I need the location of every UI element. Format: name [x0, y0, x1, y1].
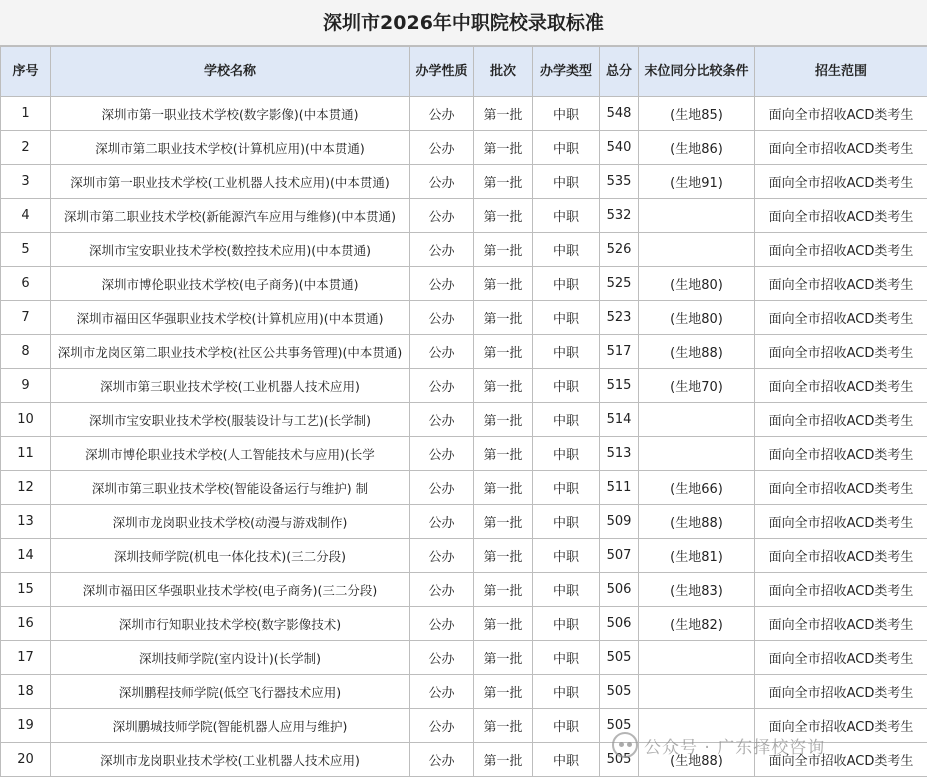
cell-batch: 第一批 — [474, 607, 533, 641]
cell-batch: 第一批 — [474, 641, 533, 675]
cell-enrollment-scope: 面向全市招收ACD类考生 — [755, 437, 927, 471]
table-body — [1, 97, 927, 777]
cell-ownership: 公办 — [410, 437, 474, 471]
cell-total-score: 511 — [600, 471, 639, 505]
cell-school-name: 深圳市龙岗职业技术学校(工业机器人技术应用) — [51, 743, 410, 777]
header-school-type: 办学类型 — [533, 47, 600, 97]
cell-school-name: 深圳鹏程技师学院(低空飞行器技术应用) — [51, 675, 410, 709]
cell-index: 15 — [1, 573, 51, 607]
cell-school-name: 深圳市博伦职业技术学校(电子商务)(中本贯通) — [51, 267, 410, 301]
cell-tiebreak — [639, 403, 755, 437]
cell-index: 19 — [1, 709, 51, 743]
cell-total-score: 526 — [600, 233, 639, 267]
cell-school-type: 中职 — [533, 335, 600, 369]
cell-school-type: 中职 — [533, 233, 600, 267]
table-row — [1, 539, 927, 573]
cell-ownership: 公办 — [410, 641, 474, 675]
cell-index: 5 — [1, 233, 51, 267]
table-row — [1, 709, 927, 743]
cell-school-type: 中职 — [533, 743, 600, 777]
header-total-score: 总分 — [600, 47, 639, 97]
cell-enrollment-scope: 面向全市招收ACD类考生 — [755, 471, 927, 505]
cell-school-type: 中职 — [533, 505, 600, 539]
cell-school-name: 深圳市第一职业技术学校(数字影像)(中本贯通) — [51, 97, 410, 131]
cell-school-name: 深圳鹏城技师学院(智能机器人应用与维护) — [51, 709, 410, 743]
table-row — [1, 165, 927, 199]
table-row — [1, 505, 927, 539]
cell-school-type: 中职 — [533, 199, 600, 233]
cell-total-score: 523 — [600, 301, 639, 335]
cell-enrollment-scope: 面向全市招收ACD类考生 — [755, 369, 927, 403]
cell-school-type: 中职 — [533, 97, 600, 131]
cell-ownership: 公办 — [410, 675, 474, 709]
cell-school-type: 中职 — [533, 165, 600, 199]
cell-total-score: 515 — [600, 369, 639, 403]
cell-tiebreak — [639, 233, 755, 267]
table-row — [1, 131, 927, 165]
cell-enrollment-scope: 面向全市招收ACD类考生 — [755, 743, 927, 777]
cell-school-name: 深圳市第二职业技术学校(计算机应用)(中本贯通) — [51, 131, 410, 165]
cell-school-name: 深圳市第一职业技术学校(工业机器人技术应用)(中本贯通) — [51, 165, 410, 199]
table-row — [1, 573, 927, 607]
cell-ownership: 公办 — [410, 233, 474, 267]
cell-total-score: 525 — [600, 267, 639, 301]
cell-enrollment-scope: 面向全市招收ACD类考生 — [755, 267, 927, 301]
cell-tiebreak: (生地88) — [639, 505, 755, 539]
cell-ownership: 公办 — [410, 607, 474, 641]
cell-tiebreak — [639, 199, 755, 233]
table-row — [1, 301, 927, 335]
cell-total-score: 505 — [600, 641, 639, 675]
cell-tiebreak: (生地83) — [639, 573, 755, 607]
cell-enrollment-scope: 面向全市招收ACD类考生 — [755, 199, 927, 233]
cell-batch: 第一批 — [474, 335, 533, 369]
cell-batch: 第一批 — [474, 743, 533, 777]
cell-ownership: 公办 — [410, 709, 474, 743]
cell-tiebreak: (生地91) — [639, 165, 755, 199]
cell-school-type: 中职 — [533, 471, 600, 505]
cell-enrollment-scope: 面向全市招收ACD类考生 — [755, 97, 927, 131]
cell-ownership: 公办 — [410, 199, 474, 233]
cell-batch: 第一批 — [474, 675, 533, 709]
cell-ownership: 公办 — [410, 131, 474, 165]
cell-tiebreak: (生地86) — [639, 131, 755, 165]
cell-index: 6 — [1, 267, 51, 301]
table-row — [1, 437, 927, 471]
cell-index: 3 — [1, 165, 51, 199]
cell-school-type: 中职 — [533, 369, 600, 403]
cell-school-name: 深圳市龙岗区第二职业技术学校(社区公共事务管理)(中本贯通) — [51, 335, 410, 369]
cell-batch: 第一批 — [474, 165, 533, 199]
cell-ownership: 公办 — [410, 743, 474, 777]
cell-total-score: 548 — [600, 97, 639, 131]
cell-enrollment-scope: 面向全市招收ACD类考生 — [755, 641, 927, 675]
cell-school-type: 中职 — [533, 709, 600, 743]
cell-ownership: 公办 — [410, 573, 474, 607]
cell-batch: 第一批 — [474, 539, 533, 573]
header-ownership: 办学性质 — [410, 47, 474, 97]
cell-total-score: 505 — [600, 675, 639, 709]
cell-school-type: 中职 — [533, 607, 600, 641]
cell-batch: 第一批 — [474, 505, 533, 539]
table-row — [1, 369, 927, 403]
cell-school-name: 深圳技师学院(室内设计)(长学制) — [51, 641, 410, 675]
cell-index: 12 — [1, 471, 51, 505]
cell-enrollment-scope: 面向全市招收ACD类考生 — [755, 539, 927, 573]
cell-school-type: 中职 — [533, 131, 600, 165]
cell-ownership: 公办 — [410, 165, 474, 199]
cell-school-type: 中职 — [533, 675, 600, 709]
cell-index: 20 — [1, 743, 51, 777]
cell-batch: 第一批 — [474, 437, 533, 471]
cell-school-name: 深圳市宝安职业技术学校(数控技术应用)(中本贯通) — [51, 233, 410, 267]
page-title: 深圳市2026年中职院校录取标准 — [0, 0, 927, 46]
table-row — [1, 675, 927, 709]
cell-school-name: 深圳市宝安职业技术学校(服装设计与工艺)(长学制) — [51, 403, 410, 437]
cell-school-name: 深圳技师学院(机电一体化技术)(三二分段) — [51, 539, 410, 573]
cell-tiebreak: (生地85) — [639, 97, 755, 131]
cell-school-type: 中职 — [533, 437, 600, 471]
watermark-text: 公众号 · 广东择校咨询 — [644, 737, 826, 758]
cell-enrollment-scope: 面向全市招收ACD类考生 — [755, 131, 927, 165]
cell-batch: 第一批 — [474, 301, 533, 335]
cell-total-score: 505 — [600, 709, 639, 743]
cell-school-name: 深圳市博伦职业技术学校(人工智能技术与应用)(长学 — [51, 437, 410, 471]
cell-school-type: 中职 — [533, 641, 600, 675]
cell-school-name: 深圳市龙岗职业技术学校(动漫与游戏制作) — [51, 505, 410, 539]
table-row — [1, 403, 927, 437]
cell-tiebreak — [639, 437, 755, 471]
cell-index: 18 — [1, 675, 51, 709]
cell-total-score: 513 — [600, 437, 639, 471]
table-row — [1, 335, 927, 369]
cell-batch: 第一批 — [474, 471, 533, 505]
cell-tiebreak: (生地80) — [639, 301, 755, 335]
cell-tiebreak: (生地70) — [639, 369, 755, 403]
cell-batch: 第一批 — [474, 573, 533, 607]
cell-index: 7 — [1, 301, 51, 335]
table-row — [1, 199, 927, 233]
cell-index: 9 — [1, 369, 51, 403]
cell-tiebreak: (生地88) — [639, 743, 755, 777]
cell-ownership: 公办 — [410, 505, 474, 539]
cell-total-score: 507 — [600, 539, 639, 573]
cell-index: 10 — [1, 403, 51, 437]
cell-total-score: 506 — [600, 607, 639, 641]
cell-tiebreak: (生地80) — [639, 267, 755, 301]
cell-ownership: 公办 — [410, 267, 474, 301]
cell-ownership: 公办 — [410, 539, 474, 573]
cell-total-score: 532 — [600, 199, 639, 233]
cell-enrollment-scope: 面向全市招收ACD类考生 — [755, 335, 927, 369]
table-row — [1, 607, 927, 641]
cell-batch: 第一批 — [474, 131, 533, 165]
cell-tiebreak — [639, 641, 755, 675]
cell-index: 13 — [1, 505, 51, 539]
cell-enrollment-scope: 面向全市招收ACD类考生 — [755, 573, 927, 607]
cell-index: 11 — [1, 437, 51, 471]
cell-total-score: 540 — [600, 131, 639, 165]
cell-batch: 第一批 — [474, 709, 533, 743]
table-header-row — [1, 47, 927, 97]
table-row — [1, 743, 927, 777]
cell-enrollment-scope: 面向全市招收ACD类考生 — [755, 709, 927, 743]
cell-school-name: 深圳市行知职业技术学校(数字影像技术) — [51, 607, 410, 641]
cell-school-type: 中职 — [533, 301, 600, 335]
header-school-name: 学校名称 — [51, 47, 410, 97]
table-row — [1, 641, 927, 675]
cell-total-score: 509 — [600, 505, 639, 539]
header-index: 序号 — [1, 47, 51, 97]
cell-batch: 第一批 — [474, 97, 533, 131]
cell-enrollment-scope: 面向全市招收ACD类考生 — [755, 607, 927, 641]
cell-total-score: 517 — [600, 335, 639, 369]
cell-tiebreak: (生地81) — [639, 539, 755, 573]
cell-ownership: 公办 — [410, 403, 474, 437]
cell-school-type: 中职 — [533, 539, 600, 573]
table-row — [1, 471, 927, 505]
cell-tiebreak — [639, 675, 755, 709]
cell-index: 16 — [1, 607, 51, 641]
cell-total-score: 506 — [600, 573, 639, 607]
cell-school-type: 中职 — [533, 403, 600, 437]
cell-total-score: 514 — [600, 403, 639, 437]
cell-enrollment-scope: 面向全市招收ACD类考生 — [755, 675, 927, 709]
cell-total-score: 505 — [600, 743, 639, 777]
cell-enrollment-scope: 面向全市招收ACD类考生 — [755, 233, 927, 267]
cell-school-type: 中职 — [533, 267, 600, 301]
cell-index: 4 — [1, 199, 51, 233]
cell-tiebreak: (生地82) — [639, 607, 755, 641]
cell-batch: 第一批 — [474, 267, 533, 301]
cell-ownership: 公办 — [410, 471, 474, 505]
header-batch: 批次 — [474, 47, 533, 97]
header-enrollment-scope: 招生范围 — [755, 47, 927, 97]
cell-batch: 第一批 — [474, 199, 533, 233]
cell-batch: 第一批 — [474, 369, 533, 403]
cell-tiebreak: (生地88) — [639, 335, 755, 369]
cell-tiebreak: (生地66) — [639, 471, 755, 505]
cell-index: 14 — [1, 539, 51, 573]
cell-enrollment-scope: 面向全市招收ACD类考生 — [755, 165, 927, 199]
cell-school-name: 深圳市第三职业技术学校(智能设备运行与维护) 制 — [51, 471, 410, 505]
cell-school-name: 深圳市第二职业技术学校(新能源汽车应用与维修)(中本贯通) — [51, 199, 410, 233]
cell-school-type: 中职 — [533, 573, 600, 607]
admission-table — [0, 46, 927, 777]
cell-tiebreak — [639, 709, 755, 743]
cell-index: 2 — [1, 131, 51, 165]
cell-school-name: 深圳市福田区华强职业技术学校(电子商务)(三二分段) — [51, 573, 410, 607]
table-row — [1, 97, 927, 131]
cell-ownership: 公办 — [410, 369, 474, 403]
cell-index: 1 — [1, 97, 51, 131]
cell-school-name: 深圳市福田区华强职业技术学校(计算机应用)(中本贯通) — [51, 301, 410, 335]
cell-ownership: 公办 — [410, 97, 474, 131]
table-row — [1, 233, 927, 267]
cell-total-score: 535 — [600, 165, 639, 199]
cell-school-name: 深圳市第三职业技术学校(工业机器人技术应用) — [51, 369, 410, 403]
cell-batch: 第一批 — [474, 233, 533, 267]
cell-index: 8 — [1, 335, 51, 369]
cell-batch: 第一批 — [474, 403, 533, 437]
cell-index: 17 — [1, 641, 51, 675]
cell-ownership: 公办 — [410, 335, 474, 369]
cell-enrollment-scope: 面向全市招收ACD类考生 — [755, 403, 927, 437]
header-tiebreak: 末位同分比较条件 — [639, 47, 755, 97]
table-row — [1, 267, 927, 301]
cell-ownership: 公办 — [410, 301, 474, 335]
cell-enrollment-scope: 面向全市招收ACD类考生 — [755, 505, 927, 539]
cell-enrollment-scope: 面向全市招收ACD类考生 — [755, 301, 927, 335]
